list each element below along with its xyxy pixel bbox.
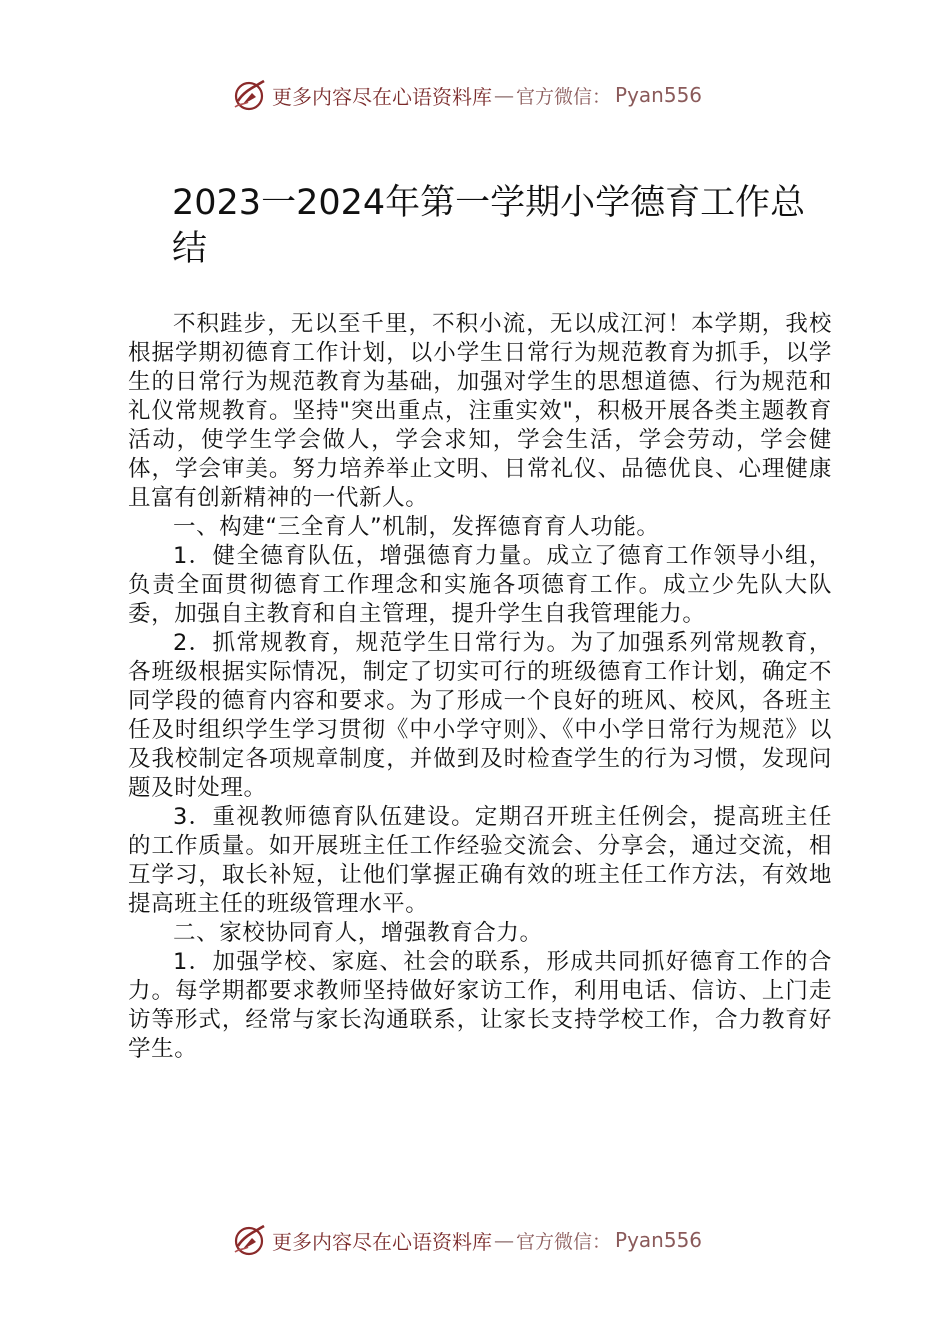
section-heading-2: 二、家校协同育人，增强教育合力。 xyxy=(173,920,543,946)
banner-text: 更多内容尽在心语资料库 xyxy=(272,84,492,109)
banner-separator: — xyxy=(494,83,514,107)
footer-banner xyxy=(232,1220,702,1260)
pen-ribbon-logo-icon xyxy=(232,77,268,113)
banner-wechat-id: Pyan556 xyxy=(615,1228,703,1252)
banner-separator: — xyxy=(494,1228,514,1252)
paragraph-1-2: 2．抓常规教育，规范学生日常行为。为了加强系列常规教育，各班级根据实际情况，制定了切实可行的班级德育工作计划，确定不同学段的德育内容和要求。为了形成一个良好的班风、校风，各班主任及时组织学生学习贯彻《中小学守则》、《中小学日常行为规范》以及我校制定各项规章制度，并做到及时检查学生的行为习惯，发现问题及时处理。 xyxy=(128,630,832,801)
document-body xyxy=(128,310,832,1064)
banner-text: 更多内容尽在心语资料库 xyxy=(272,1229,492,1254)
document-title: 2023一2024年第一学期小学德育工作总结 xyxy=(172,183,806,269)
paragraph-intro: 不积跬步，无以至千里，不积小流，无以成江河！本学期，我校根据学期初德育工作计划，以小学生日常行为规范教育为抓手，以学生的日常行为规范教育为基础，加强对学生的思想道德、行为规范和礼仪常规教育。坚持"突出重点，注重实效"，积极开展各类主题教育活动，使学生学会做人，学会求知，学会生活，学会劳动，学会健体，学会审美。努力培养举止文明、日常礼仪、品德优良、心理健康且富有创新精神的一代新人。 xyxy=(128,311,832,511)
paragraph-2-1: 1．加强学校、家庭、社会的联系，形成共同抓好德育工作的合力。每学期都要求教师坚持做好家访工作，利用电话、信访、上门走访等形式，经常与家长沟通联系，让家长支持学校工作，合力教育好学生。 xyxy=(128,949,832,1062)
banner-wechat-id: Pyan556 xyxy=(615,83,703,107)
paragraph-1-1: 1．健全德育队伍，增强德育力量。成立了德育工作领导小组，负责全面贯彻德育工作理念和实施各项德育工作。成立少先队大队委，加强自主教育和自主管理，提升学生自我管理能力。 xyxy=(128,543,832,627)
paragraph-1-3: 3．重视教师德育队伍建设。定期召开班主任例会，提高班主任的工作质量。如开展班主任工作经验交流会、分享会，通过交流，相互学习，取长补短，让他们掌握正确有效的班主任工作方法，有效地提高班主任的班级管理水平。 xyxy=(128,804,832,917)
banner-wechat-label: 官方微信： xyxy=(516,1230,612,1253)
header-banner xyxy=(232,75,702,115)
banner-wechat-label: 官方微信： xyxy=(516,85,612,108)
pen-ribbon-logo-icon xyxy=(232,1222,268,1258)
section-heading-1: 一、构建“三全育人”机制，发挥德育育人功能。 xyxy=(173,514,660,540)
